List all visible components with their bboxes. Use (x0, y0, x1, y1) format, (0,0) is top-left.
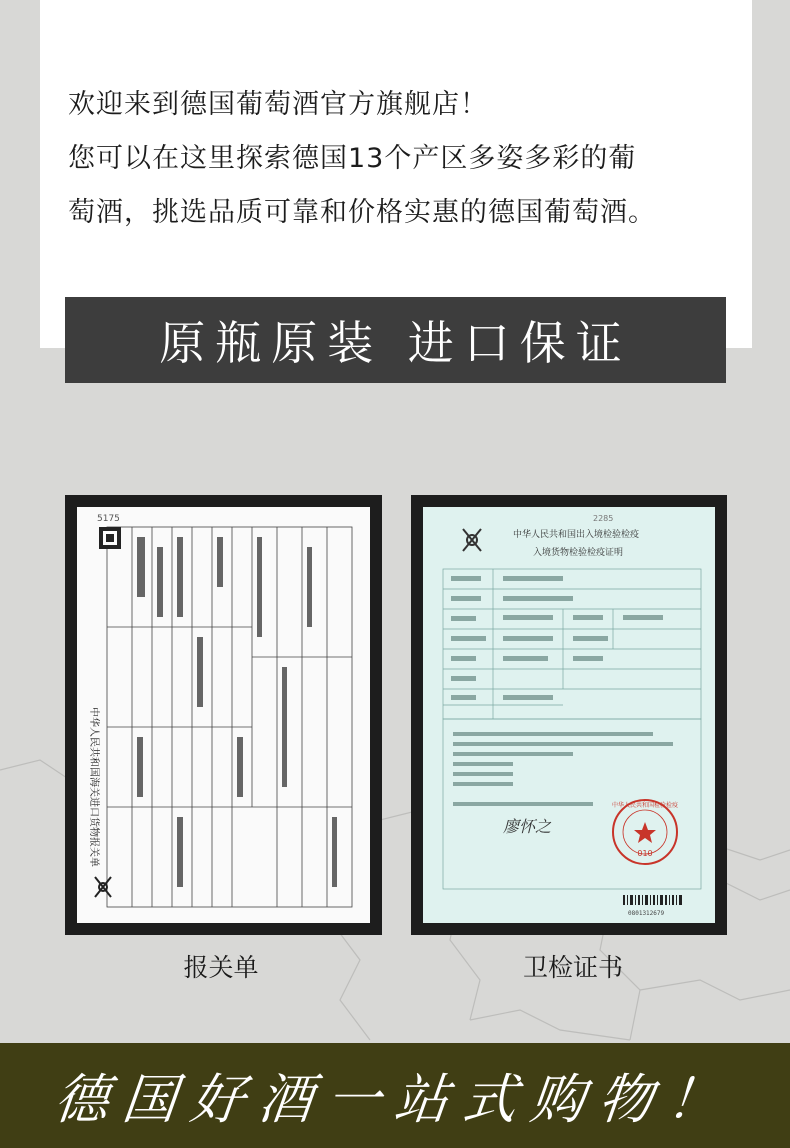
inspection-certificate-frame (411, 495, 727, 935)
customs-number: 5175 (97, 514, 120, 524)
customs-declaration-frame (65, 495, 382, 935)
inspection-emblem-icon (463, 529, 481, 551)
cert-barcode (623, 895, 682, 905)
cert-title: 中华人民共和国出入境检验检疫 (513, 530, 640, 540)
inspection-caption: 卫检证书 (522, 953, 623, 982)
intro-text (68, 78, 748, 240)
footer-banner (0, 1043, 790, 1148)
cert-subtitle: 入境货物检验检疫证明 (533, 548, 624, 558)
footer-slogan: 德国好酒一站式购物！ (51, 1068, 738, 1131)
intro-line-1: 欢迎来到德国葡萄酒官方旗舰店！ (68, 89, 488, 120)
stamp-text: 中华人民共和国检验检疫 (611, 802, 679, 809)
customs-emblem-icon (95, 877, 111, 897)
banner-text: 原瓶原装 进口保证 (159, 316, 632, 370)
inspection-stamp (612, 800, 678, 864)
customs-declaration-document (77, 507, 370, 923)
cert-number: 2285 (593, 514, 614, 523)
guarantee-banner (65, 297, 726, 383)
customs-caption: 报关单 (183, 953, 259, 982)
customs-title: 中华人民共和国海关进口货物报关单 (88, 707, 99, 867)
inspection-certificate-document (423, 507, 715, 923)
intro-line-3: 萄酒，挑选品质可靠和价格实惠的德国葡萄酒。 (68, 197, 656, 228)
barcode-number: 0801312679 (628, 910, 665, 917)
stamp-code: 010 (637, 849, 653, 858)
cert-signature: 廖怀之 (503, 817, 552, 836)
intro-line-2: 您可以在这里探索德国13个产区多姿多彩的葡 (68, 143, 637, 174)
